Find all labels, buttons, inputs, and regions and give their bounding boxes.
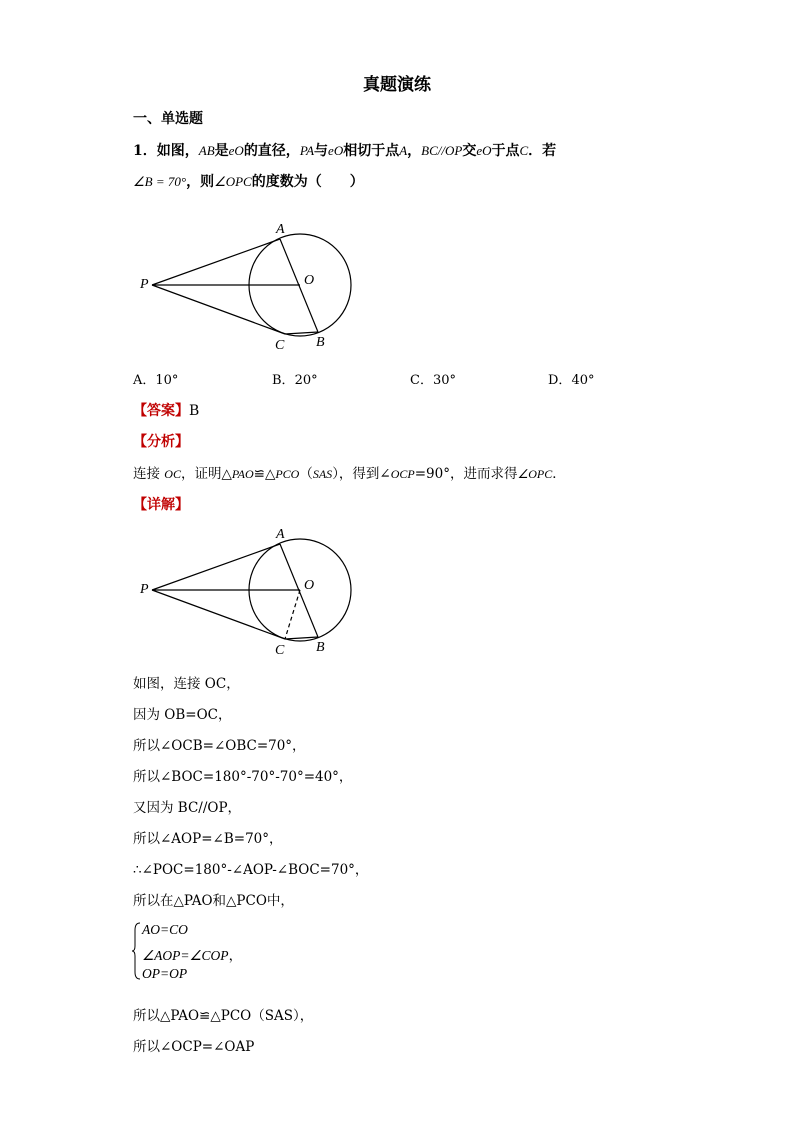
detail-line: 所以∠BOC=180°-70°-70°=40°， xyxy=(133,769,353,785)
answer-value: B xyxy=(189,403,200,419)
label-p: P xyxy=(140,277,149,292)
system-eq-2: ∠AOP=∠COP， xyxy=(142,948,243,963)
option-d: D．40° xyxy=(548,373,595,388)
tangent-pa xyxy=(152,544,280,590)
question-stem-line1: 1．如图，AB是eO的直径，PA与eO相切于点A，BC//OP交eO于点C．若 xyxy=(133,143,557,159)
geometry-figure-solution xyxy=(130,520,370,665)
question-stem-line2: ∠B = 70°，则∠OPC的度数为（ ） xyxy=(133,174,364,190)
label-c: C xyxy=(275,338,285,353)
dashed-oc xyxy=(285,590,300,639)
analysis-text: 连接 OC，证明△PAO≌△PCO（SAS），得到∠OCP=90°，进而求得∠OPC． xyxy=(133,466,566,482)
system-eq-1: AO=CO xyxy=(142,922,188,937)
geometry-figure-question xyxy=(130,215,370,360)
section-heading: 一、单选题 xyxy=(133,111,203,127)
detail-line: ∴∠POC=180°-∠AOP-∠BOC=70°， xyxy=(133,862,369,878)
label-a: A xyxy=(276,222,285,237)
system-brace xyxy=(132,922,142,980)
option-c: C．30° xyxy=(410,373,456,388)
detail-line: 因为 OB=OC， xyxy=(133,707,232,723)
line-pc xyxy=(152,285,285,334)
tangent-pa xyxy=(152,239,280,285)
detail-line: 所以∠OCB=∠OBC=70°， xyxy=(133,738,306,754)
option-b: B．20° xyxy=(272,373,318,388)
page-title: 真题演练 xyxy=(363,75,431,95)
label-o: O xyxy=(304,578,315,593)
label-b: B xyxy=(316,640,325,655)
detail-tag: 【详解】 xyxy=(133,497,189,513)
detail-line: 所以∠OCP=∠OAP xyxy=(133,1039,255,1055)
label-c: C xyxy=(275,643,285,658)
answer-tag: 【答案】 xyxy=(133,403,189,419)
system-eq-3: OP=OP xyxy=(142,966,188,981)
detail-line: 又因为 BC//OP， xyxy=(133,800,242,816)
answer-line xyxy=(133,400,199,420)
line-pc xyxy=(152,590,285,639)
label-a: A xyxy=(276,527,285,542)
detail-line: 如图，连接 OC， xyxy=(133,676,240,692)
label-o: O xyxy=(304,273,315,288)
detail-line: 所以△PAO≌△PCO（SAS）， xyxy=(133,1008,314,1024)
detail-line: 所以在△PAO和△PCO中， xyxy=(133,893,294,909)
analysis-tag: 【分析】 xyxy=(133,434,189,450)
detail-line: 所以∠AOP=∠B=70°， xyxy=(133,831,283,847)
option-a: A．10° xyxy=(133,373,179,388)
label-b: B xyxy=(316,335,325,350)
label-p: P xyxy=(140,582,149,597)
